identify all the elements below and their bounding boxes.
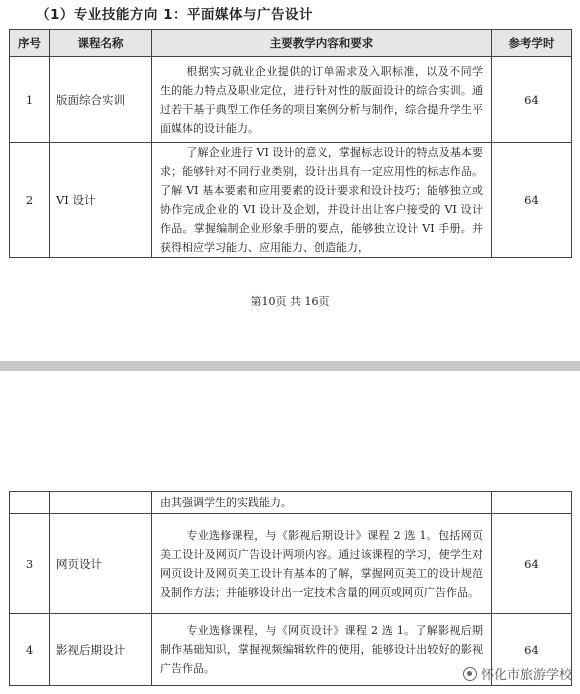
continuation-row xyxy=(10,492,572,514)
table-header-row xyxy=(10,30,572,57)
watermark xyxy=(463,664,572,683)
course-table-page-2 xyxy=(9,491,572,686)
course-content: 了解企业进行 VI 设计的意义，掌握标志设计的特点及基本要求；能够针对不同行业类别，设计出具有一定应用性的标志作品。了解 VI 基本要素和应用要素的设计要求和设计技巧；能够独立或协作完成企业的 VI 设计及企划，并设计出让客户接受的 VI 设计作品。掌握编制企业形象手册的要点，能够独立设计 VI 手册。并获得相应学习能力、应用能力、创造能力， xyxy=(152,143,492,258)
table-row xyxy=(10,143,572,258)
page-break-divider xyxy=(0,361,580,371)
row-number: 1 xyxy=(10,57,50,143)
table-row xyxy=(10,57,572,143)
col-header-no: 序号 xyxy=(10,30,50,57)
row-number: 4 xyxy=(10,614,50,686)
table-row xyxy=(10,514,572,614)
row-number: 2 xyxy=(10,143,50,258)
course-name: 影视后期设计 xyxy=(50,614,152,686)
course-hours: 64 xyxy=(492,514,572,614)
wechat-logo-icon xyxy=(463,667,477,681)
course-hours: 64 xyxy=(492,57,572,143)
continuation-text: 由其强调学生的实践能力。 xyxy=(152,492,492,514)
course-table-page-1 xyxy=(9,29,572,258)
course-name: 版面综合实训 xyxy=(50,57,152,143)
course-hours: 64 xyxy=(492,614,572,686)
course-name: VI 设计 xyxy=(50,143,152,258)
col-header-hours: 参考学时 xyxy=(492,30,572,57)
row-number: 3 xyxy=(10,514,50,614)
col-header-content: 主要教学内容和要求 xyxy=(152,30,492,57)
col-header-name: 课程名称 xyxy=(50,30,152,57)
course-content: 专业选修课程，与《网页设计》课程 2 选 1。了解影视后期制作基础知识，掌握视频编辑软件的使用，能够设计出较好的影视广告作品。 xyxy=(152,614,492,686)
course-content: 专业选修课程，与《影视后期设计》课程 2 选 1。包括网页美工设计及网页广告设计两项内容。通过该课程的学习，使学生对网页设计及网页美工设计有基本的了解，掌握网页美工的设计规范及制作方法；并能够设计出一定技术含量的网页或网页广告作品。 xyxy=(152,514,492,614)
course-name: 网页设计 xyxy=(50,514,152,614)
course-hours: 64 xyxy=(492,143,572,258)
watermark-text: 怀化市旅游学校 xyxy=(480,668,572,683)
page-footer: 第10页 共 16页 xyxy=(250,295,330,308)
course-content: 根据实习就业企业提供的订单需求及入职标准，以及不同学生的能力特点及职业定位，进行针对性的版面设计的综合实训。通过若干基于典型工作任务的项目案例分析与制作，综合提升学生平面媒体的设计能力。 xyxy=(152,57,492,143)
section-heading: （1）专业技能方向 1：平面媒体与广告设计 xyxy=(36,7,313,23)
